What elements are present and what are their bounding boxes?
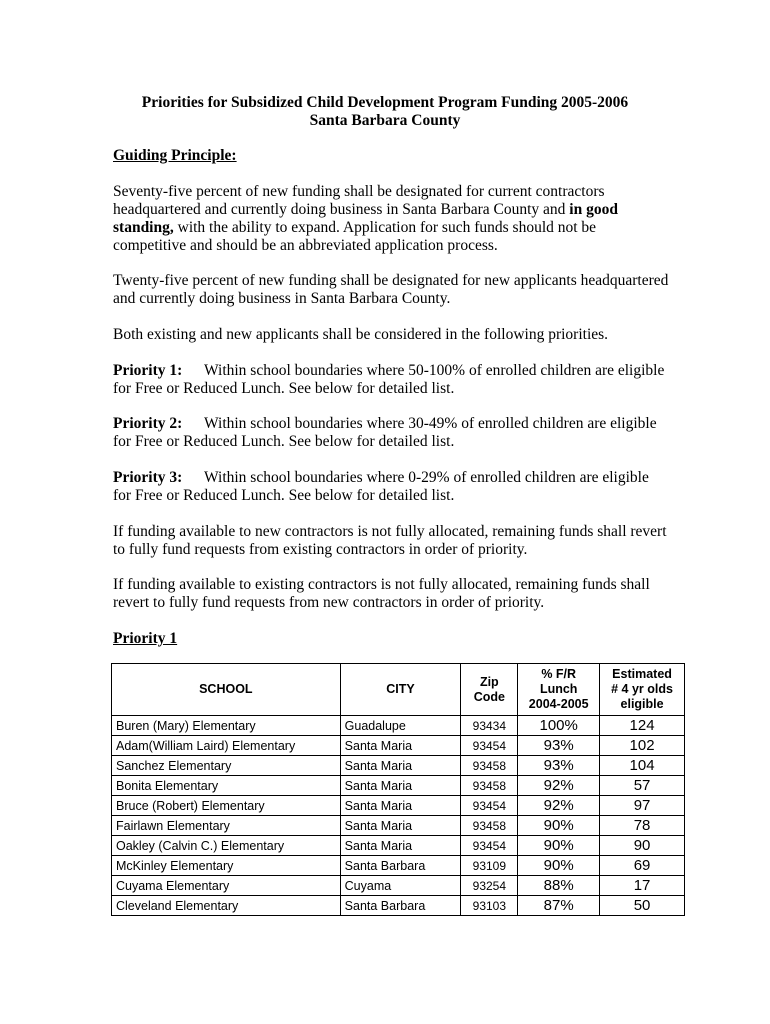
cell-school: Bonita Elementary <box>112 776 341 796</box>
cell-percent: 93% <box>518 736 600 756</box>
cell-school: Buren (Mary) Elementary <box>112 716 341 736</box>
guiding-principle-heading: Guiding Principle: <box>113 147 237 164</box>
paragraph-twenty-five: Twenty-five percent of new funding shall be designated for new applicants headquartered and currently doing business in Santa Barbara County. <box>113 272 669 307</box>
revert-paragraph-new: If funding available to new contractors is not fully allocated, remaining funds shall revert to fully fund requests from existing contractors in order of priority. <box>113 523 667 558</box>
priority-1-schools-table <box>111 663 685 916</box>
cell-estimated: 57 <box>600 776 685 796</box>
cell-estimated: 97 <box>600 796 685 816</box>
cell-school: Sanchez Elementary <box>112 756 341 776</box>
priority-label: Priority 2: <box>113 415 183 432</box>
cell-zip: 93458 <box>461 776 518 796</box>
cell-estimated: 124 <box>600 716 685 736</box>
cell-zip: 93458 <box>461 756 518 776</box>
cell-city: Cuyama <box>340 876 461 896</box>
cell-city: Santa Maria <box>340 776 461 796</box>
cell-school: McKinley Elementary <box>112 856 341 876</box>
priority-1-section-heading: Priority 1 <box>113 630 178 647</box>
cell-zip: 93103 <box>461 896 518 916</box>
priority-label: Priority 1: <box>113 362 183 379</box>
table-row <box>112 876 685 896</box>
cell-percent: 92% <box>518 776 600 796</box>
cell-percent: 88% <box>518 876 600 896</box>
table-row <box>112 816 685 836</box>
cell-estimated: 50 <box>600 896 685 916</box>
cell-city: Santa Maria <box>340 816 461 836</box>
cell-percent: 92% <box>518 796 600 816</box>
table-row <box>112 896 685 916</box>
title-line-1: Priorities for Subsidized Child Development Program Funding 2005-2006 <box>141 94 629 111</box>
cell-school: Cuyama Elementary <box>112 876 341 896</box>
cell-zip: 93434 <box>461 716 518 736</box>
priority-2-paragraph: Priority 2: Within school boundaries where 30-49% of enrolled children are eligible for Free or Reduced Lunch. See below for detailed list. <box>113 415 657 450</box>
cell-estimated: 17 <box>600 876 685 896</box>
cell-estimated: 78 <box>600 816 685 836</box>
cell-percent: 90% <box>518 816 600 836</box>
priority-label: Priority 3: <box>113 469 183 486</box>
cell-estimated: 69 <box>600 856 685 876</box>
column-header-estimated-eligible: Estimated # 4 yr olds eligible <box>600 664 685 716</box>
cell-zip: 93254 <box>461 876 518 896</box>
table-row <box>112 856 685 876</box>
table-row <box>112 716 685 736</box>
priority-1-paragraph: Priority 1: Within school boundaries where 50-100% of enrolled children are eligible for Free or Reduced Lunch. See below for detailed list. <box>113 362 665 397</box>
cell-percent: 90% <box>518 856 600 876</box>
cell-school: Cleveland Elementary <box>112 896 341 916</box>
cell-city: Santa Maria <box>340 736 461 756</box>
table-row <box>112 796 685 816</box>
table-header-row <box>112 664 685 716</box>
column-header-school: SCHOOL <box>112 664 341 716</box>
table-row <box>112 776 685 796</box>
cell-estimated: 90 <box>600 836 685 856</box>
priority-3-paragraph: Priority 3: Within school boundaries where 0-29% of enrolled children are eligible for Free or Reduced Lunch. See below for detailed list. <box>113 469 649 504</box>
cell-school: Bruce (Robert) Elementary <box>112 796 341 816</box>
cell-estimated: 104 <box>600 756 685 776</box>
revert-paragraph-existing: If funding available to existing contractors is not fully allocated, remaining funds shall revert to fully fund requests from new contractors in order of priority. <box>113 576 650 611</box>
cell-zip: 93109 <box>461 856 518 876</box>
cell-school: Fairlawn Elementary <box>112 816 341 836</box>
cell-city: Santa Maria <box>340 756 461 776</box>
cell-city: Santa Maria <box>340 836 461 856</box>
column-header-percent-fr-lunch: % F/R Lunch 2004-2005 <box>518 664 600 716</box>
cell-city: Guadalupe <box>340 716 461 736</box>
table-row <box>112 756 685 776</box>
cell-city: Santa Barbara <box>340 856 461 876</box>
cell-percent: 87% <box>518 896 600 916</box>
cell-zip: 93454 <box>461 796 518 816</box>
cell-percent: 93% <box>518 756 600 776</box>
title-line-2: Santa Barbara County <box>309 112 461 129</box>
column-header-city: CITY <box>340 664 461 716</box>
paragraph-both-applicants: Both existing and new applicants shall be considered in the following priorities. <box>113 326 609 343</box>
cell-zip: 93454 <box>461 836 518 856</box>
table-row <box>112 736 685 756</box>
cell-school: Adam(William Laird) Elementary <box>112 736 341 756</box>
cell-zip: 93458 <box>461 816 518 836</box>
cell-zip: 93454 <box>461 736 518 756</box>
cell-estimated: 102 <box>600 736 685 756</box>
cell-school: Oakley (Calvin C.) Elementary <box>112 836 341 856</box>
cell-percent: 100% <box>518 716 600 736</box>
table-row <box>112 836 685 856</box>
cell-city: Santa Barbara <box>340 896 461 916</box>
paragraph-seventy-five: Seventy-five percent of new funding shall be designated for current contractors headquartered and currently doing business in Santa Barbara County and in good standing, with the ability to expand. Application for such funds should not be competitive and should be an abbreviated application process. <box>113 183 618 254</box>
document-title <box>0 94 770 130</box>
cell-city: Santa Maria <box>340 796 461 816</box>
cell-percent: 90% <box>518 836 600 856</box>
column-header-zip: Zip Code <box>461 664 518 716</box>
